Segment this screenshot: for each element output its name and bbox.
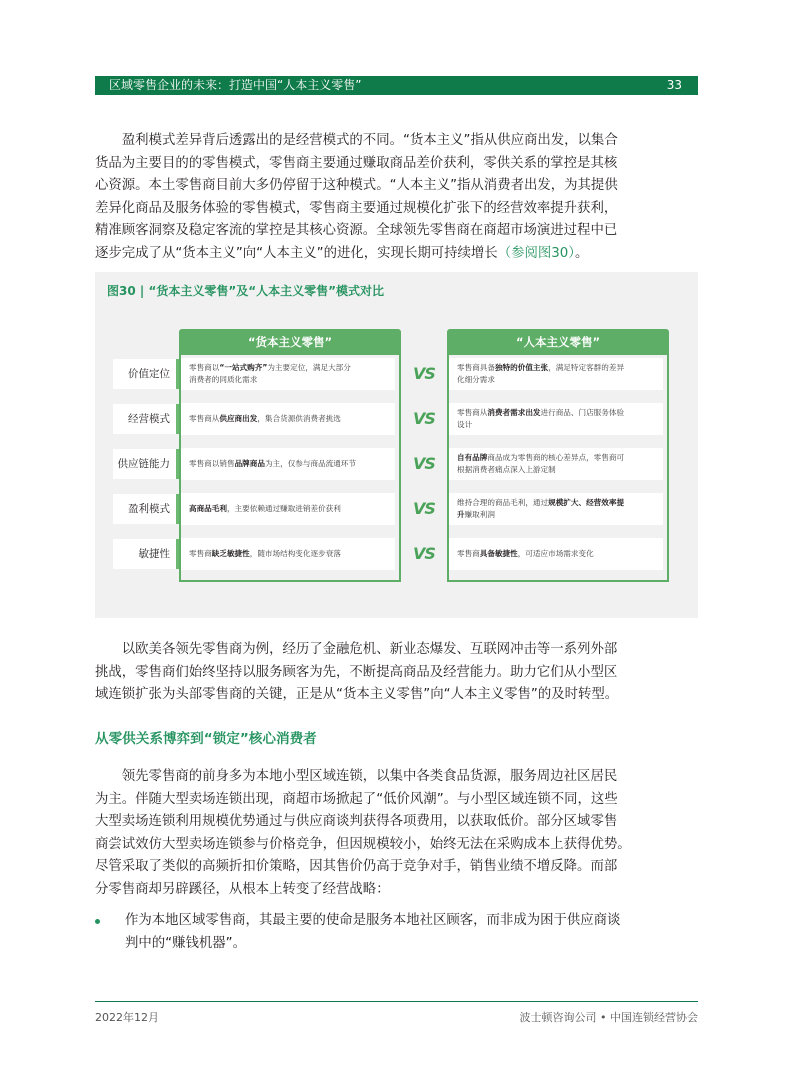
cell-line xyxy=(189,503,387,515)
cell-text: 具备敏捷性 xyxy=(479,549,518,558)
cell-text: ，满足特定客群的差异 xyxy=(548,363,625,372)
cell-text: ，主要依赖通过赚取进销差价获利 xyxy=(226,504,341,513)
cell-text: 消费者的同质化需求 xyxy=(189,375,258,384)
cell-text: 零售商从 xyxy=(189,414,220,423)
right-cell xyxy=(449,403,663,435)
cell-text: ，可适应市场需求变化 xyxy=(517,549,594,558)
section-heading: 从零供关系博弈到“锁定”核心消费者 xyxy=(95,731,317,747)
left-cell xyxy=(181,538,395,570)
cell-text: “一站式购齐” xyxy=(219,363,268,372)
row-label: 经营模式 xyxy=(113,404,179,434)
header-bar xyxy=(95,76,698,95)
cell-line xyxy=(189,458,387,470)
cell-text: ，随市场结构变化逐步衰落 xyxy=(249,549,341,558)
cell-line xyxy=(457,362,655,374)
row-label: 敏捷性 xyxy=(113,539,179,569)
cell-text: 升 xyxy=(457,510,465,519)
cell-text: 维持合理的商品毛利，通过 xyxy=(457,498,549,507)
right-cell xyxy=(449,448,663,480)
cell-text: 独特的价值主张 xyxy=(494,363,549,372)
cell-text: 进行商品、门店服务体验 xyxy=(540,408,625,417)
paragraph-line: 盈利模式差异背后透露出的是经营模式的不同。“货本主义”指从供应商出发，以集合 xyxy=(95,133,618,148)
vs-icon: VS xyxy=(413,364,435,383)
cell-text: 规模扩大、经营效率提 xyxy=(548,498,625,507)
paragraph-line: 分零售商却另辟蹊径，从根本上转变了经营战略： xyxy=(95,881,390,897)
paragraph-line: 差异化商品及服务体验的零售模式，零售商主要通过规模化扩张下的经营效率提升获利， xyxy=(95,200,618,216)
paragraph-line: 挑战，零售商们始终坚持以服务顾客为先，不断提高商品及经营能力。助力它们从小型区 xyxy=(95,664,618,680)
paragraph-western-retailers xyxy=(95,639,698,707)
paragraph-line: 心资源。本土零售商目前大多仍停留于这种模式。“人本主义”指从消费者出发，为其提供 xyxy=(95,178,618,193)
cell-text: 赚取利润 xyxy=(464,510,495,519)
left-cell xyxy=(181,403,395,435)
cell-line xyxy=(189,413,387,425)
vs-icon: VS xyxy=(413,499,435,518)
cell-text: 自有品牌 xyxy=(457,453,488,462)
cell-line xyxy=(457,497,655,509)
cell-text: 商品成为零售商的核心差异点，零售商可 xyxy=(487,453,625,462)
paragraph-profit-model xyxy=(95,130,698,265)
cell-line xyxy=(457,452,655,464)
paragraph-line-text: 逐步完成了从“货本主义”向“人本主义”的进化，实现长期可持续增长 xyxy=(95,245,498,261)
cell-text: 高商品毛利 xyxy=(189,504,227,513)
paragraph-regional-chains xyxy=(95,766,698,901)
cell-line xyxy=(457,509,655,521)
left-cell xyxy=(181,448,395,480)
cell-line xyxy=(457,464,655,476)
cell-text: 供应商出发 xyxy=(219,414,258,423)
row-label: 价值定位 xyxy=(113,359,179,389)
cell-line xyxy=(189,548,387,560)
paragraph-line: 领先零售商的前身多为本地小型区域连锁，以集中各类食品货源，服务周边社区居民 xyxy=(95,769,618,784)
vs-icon: VS xyxy=(413,544,435,563)
paragraph-line: 为主。伴随大型卖场连锁出现，商超市场掀起了“低价风潮”。与小型区域连锁不同，这些 xyxy=(95,791,618,807)
right-column-header: “人本主义零售” xyxy=(447,329,669,355)
cell-text: 为主，仅参与商品流通环节 xyxy=(264,459,357,468)
left-cell xyxy=(181,358,395,390)
row-label: 盈利模式 xyxy=(113,494,179,524)
bullet-dot-icon xyxy=(95,919,100,924)
left-column-header: “货本主义零售” xyxy=(179,329,401,355)
cell-line xyxy=(189,362,387,374)
cell-text: 根据消费者痛点深入上游定制 xyxy=(457,465,556,474)
cell-line xyxy=(189,374,387,386)
cell-text: 零售商从 xyxy=(457,408,488,417)
cell-text: 品牌商品 xyxy=(234,459,265,468)
vs-icon: VS xyxy=(413,409,435,428)
cell-text: 零售商具备 xyxy=(457,363,495,372)
paragraph-line-end: 。 xyxy=(574,245,589,261)
footer-divider xyxy=(95,1001,698,1002)
vs-icon: VS xyxy=(413,454,435,473)
cell-text: 零售商 xyxy=(189,549,212,558)
cell-line xyxy=(457,374,655,386)
row-label: 供应链能力 xyxy=(113,449,179,479)
paragraph-line: 货品为主要目的的零售模式，零售商主要通过赚取商品差价获利，零供关系的掌控是其核 xyxy=(95,155,618,171)
figure-title: 图30 | “货本主义零售”及“人本主义零售”模式对比 xyxy=(107,284,384,298)
paragraph-line: 以欧美各领先零售商为例，经历了金融危机、新业态爆发、互联网冲击等一系列外部 xyxy=(95,642,618,657)
right-cell xyxy=(449,538,663,570)
page-number: 33 xyxy=(666,78,682,92)
paragraph-line xyxy=(95,243,698,266)
cell-line xyxy=(457,548,655,560)
running-title: 区域零售企业的未来：打造中国“人本主义零售” xyxy=(109,78,362,92)
figure-30 xyxy=(95,272,698,618)
footer-organization: 波士顿咨询公司 • 中国连锁经营协会 xyxy=(519,1011,698,1024)
cell-text: 设计 xyxy=(457,420,473,429)
cell-text: 零售商 xyxy=(457,549,480,558)
cell-text: 消费者需求出发 xyxy=(487,408,541,417)
cell-text: 零售商以销售 xyxy=(189,459,235,468)
paragraph-line: 商尝试效仿大型卖场连锁参与价格竞争，但因规模较小，始终无法在采购成本上获得优势。 xyxy=(95,836,631,852)
right-cell xyxy=(449,358,663,390)
cell-line xyxy=(457,407,655,419)
paragraph-line: 大型卖场连锁利用规模优势通过与供应商谈判获得各项费用，以获取低价。部分区域零售 xyxy=(95,814,618,829)
cell-text: 缺乏敏捷性 xyxy=(211,549,250,558)
figure-reference: （参阅图30） xyxy=(497,245,575,261)
bullet-line: 判中的“赚钱机器”。 xyxy=(125,935,246,951)
paragraph-line: 尽管采取了类似的高频折扣价策略，因其售价仍高于竞争对手，销售业绩不增反降。而部 xyxy=(95,859,618,874)
paragraph-line: 域连锁扩张为头部零售商的关键，正是从“货本主义零售”向“人本主义零售”的及时转型。 xyxy=(95,687,619,702)
footer-date: 2022年12月 xyxy=(95,1011,159,1024)
cell-text: 为主要定位，满足大部分 xyxy=(267,363,351,372)
cell-text: ，集合货源供消费者挑选 xyxy=(257,414,341,423)
paragraph-line: 精准顾客洞察及稳定客流的掌控是其核心资源。全球领先零售商在商超市场演进过程中已 xyxy=(95,223,618,238)
cell-text: 化细分需求 xyxy=(457,375,495,384)
cell-text: 零售商以 xyxy=(189,363,220,372)
cell-line xyxy=(457,419,655,431)
right-cell xyxy=(449,493,663,525)
bullet-line: 作为本地区域零售商，其最主要的使命是服务本地社区顾客，而非成为困于供应商谈 xyxy=(125,913,621,928)
left-cell xyxy=(181,493,395,525)
